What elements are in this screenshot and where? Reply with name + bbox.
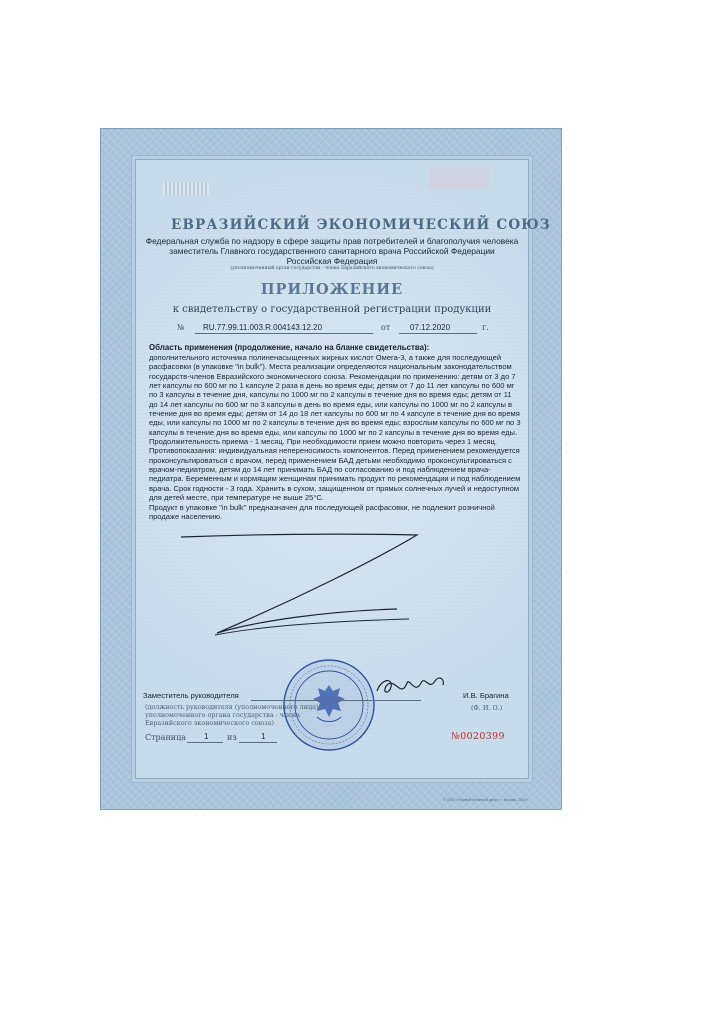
union-title: ЕВРАЗИЙСКИЙ ЭКОНОМИЧЕСКИЙ СОЮЗ	[171, 217, 551, 233]
date-underline	[399, 333, 477, 334]
signer-caption: (должность руководителя (уполномоченного лица) уполномоченного органа государства - члена Евразийского экономического союза)	[145, 703, 319, 727]
page-label: Страница	[145, 733, 187, 742]
scope-paragraph-duration: Продолжительность приема - 1 месяц. При необходимости прием можно повторить через 1 месяц.	[149, 437, 497, 447]
year-suffix: г.	[482, 323, 489, 332]
hologram-strip	[163, 182, 209, 196]
annex-title: ПРИЛОЖЕНИЕ	[260, 281, 404, 298]
fio-caption: (Ф. И. О.)	[471, 704, 503, 712]
certificate-number: RU.77.99.11.003.R.004143.12.20	[203, 323, 323, 332]
signature-underline	[251, 700, 421, 701]
signer-name: И.В. Брагина	[463, 691, 509, 700]
scope-body	[149, 353, 521, 521]
page-number: 1	[204, 732, 209, 741]
page-total: 1	[261, 732, 266, 741]
certificate-sheet	[100, 128, 562, 810]
number-label: №	[177, 323, 185, 332]
page-number-underline	[187, 742, 223, 743]
scope-heading: Область применения (продолжение, начало на бланке свидетельства):	[149, 343, 430, 352]
scope-paragraph-contraindications: Противопоказания: индивидуальная непереносимость компонентов. Перед применением рекомендуется проконсультироваться с врачом, перед применением БАД детьми необходимо проконсультироваться с врачом-педиатром, детям до 14 лет принимать БАД по согласованию и под наблюдением врача-педиатра. Беременным и кормящим женщинам принимать продукт по рекомендации и под наблюдением врача. Срок годности - 3 года. Хранить в сухом, защищенном от прямых солнечных лучей и недоступном для детей месте, при температуре не выше 25°С.	[149, 446, 521, 503]
signer-role: Заместитель руководителя	[143, 691, 239, 700]
corner-watermark	[429, 167, 489, 189]
scope-paragraph-bulk: Продукт в упаковке "in bulk" предназначен для последующей расфасовки, не подлежит розничной продаже населению.	[149, 502, 495, 521]
date-from-label: от	[381, 323, 391, 332]
agency-line-2: заместитель Главного государственного санитарного врача Российской Федерации	[169, 246, 495, 256]
page-total-underline	[239, 742, 277, 743]
number-underline	[195, 333, 373, 334]
agency-line-1: Федеральная служба по надзору в сфере защиты прав потребителей и благополучия человека	[145, 236, 519, 246]
agency-name	[131, 236, 533, 266]
serial-number: №0020399	[451, 731, 505, 742]
scope-paragraph-usage: дополнительного источника полиненасыщенных жирных кислот Омега-3, а также для последующей расфасовки (в упаковке "in bulk"). Места реализации определяются национальным законодательством государств-членов Евразийского экономического союза. Рекомендации по применению: детям от 3 до 7 лет капсулы по 600 мг по 1 капсуле 2 раза в день во время еды; детям от 7 до 11 лет капсулы по 600 мг по 3 капсулы в течение дня, капсулы по 1000 мг по 2 капсулы в течение дня во время еды; детям от 11 до 14 лет капсулы по 600 мг по 3 капсулы в день во время еды, или капсулы по 1000 мг по 2 капсулы в течение дня во время еды; детям от 14 до 18 лет капсулы по 600 мг по 4 капсуле в течение дня во время еды, или капсулы по 1000 мг по 2 капсулы в течение дня во время еды; взрослым капсулы по 600 мг по 3 капсулы в течение дня во время еды, или капсулы по 1000 мг по 2 капсулы в течение дня во время еды.	[149, 353, 521, 437]
agency-note: (уполномоченный орган государства - члена Евразийского экономического союза)	[230, 266, 434, 271]
printer-note: © ООО «Первый печатный двор», г. Москва, 2020 г.	[443, 798, 529, 802]
page-of-label: из	[227, 733, 237, 742]
z-line-scribble	[177, 529, 447, 649]
certificate-date: 07.12.2020	[410, 323, 451, 332]
agency-line-3: Российская Федерация	[286, 256, 378, 266]
annex-subtitle: к свидетельству о государственной регистрации продукции	[172, 304, 492, 315]
